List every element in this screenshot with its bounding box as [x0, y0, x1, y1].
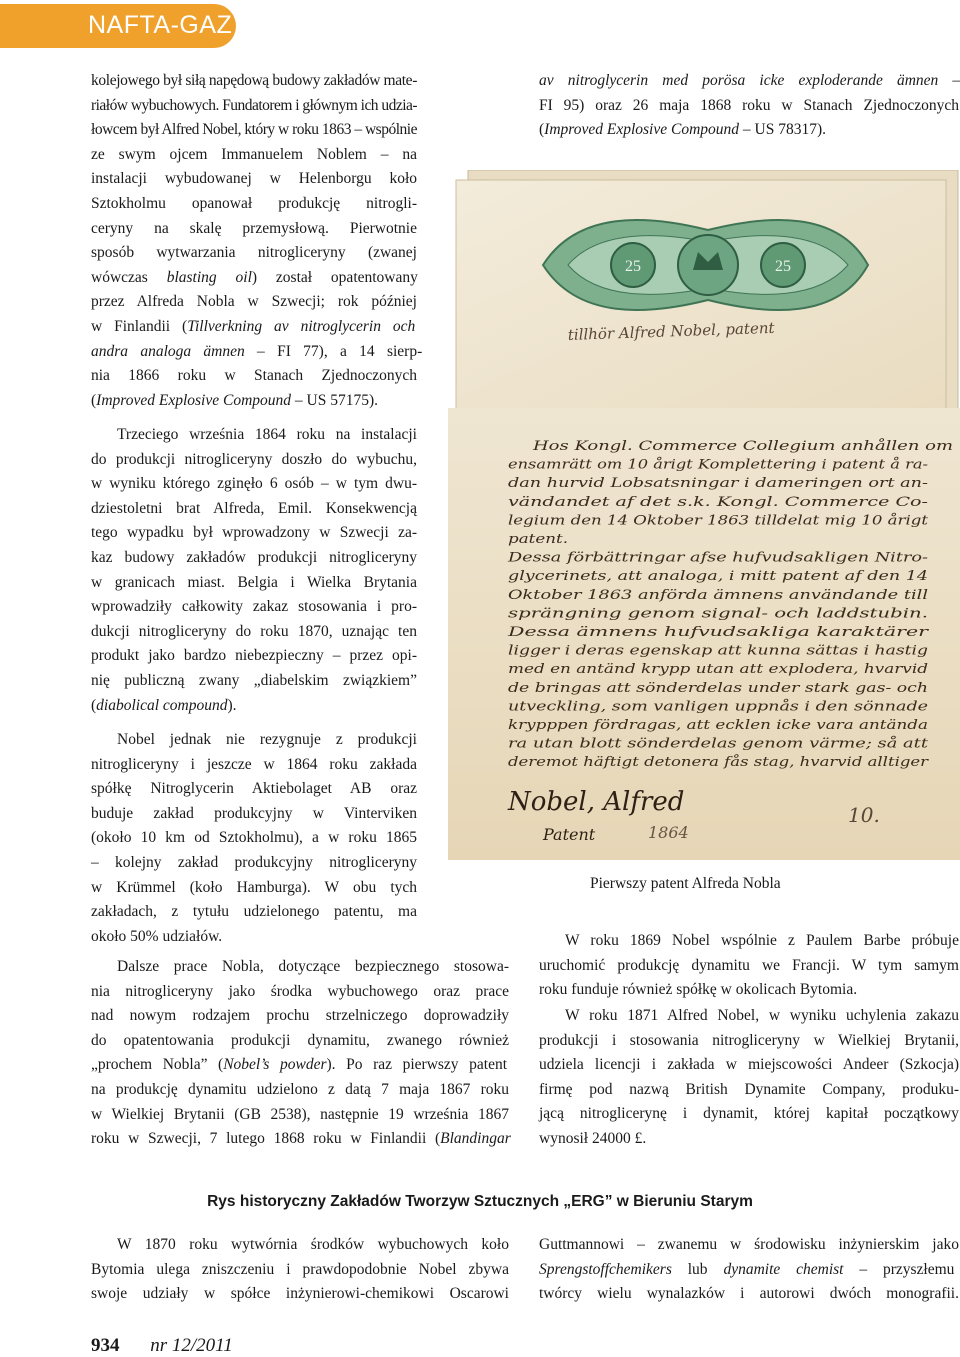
- dynamite-paragraph-line: nad nowym rodzajem prochu strzelniczego doprowadziły: [91, 1007, 509, 1025]
- patent-continuation-line: FI 95) oraz 26 maja 1868 roku w Stanach Zjednoczonych: [539, 96, 959, 114]
- british-dynamite-paragraph-line: produkcji i stosowania nitrogliceryny w Wielkiej Brytanii,: [539, 1031, 959, 1049]
- left-intro-line: wówczas blasting oil) został opatentowany: [91, 268, 418, 286]
- section-right-line: Sprengstoffchemikers lub dynamite chemist – przyszłemu: [539, 1260, 955, 1278]
- explosion-paragraph-line: kaz budowy zakładów produkcji nitrogliceryny: [91, 549, 417, 566]
- vinterviken-paragraph-line: (około 10 km od Sztokholmu), a w roku 1865: [91, 829, 417, 847]
- explosion-paragraph-line: nię publiczną zwany „diabelskim związkiem”: [91, 672, 417, 689]
- explosion-paragraph-line: dukcji nitrogliceryny do roku 1870, uznając ten: [91, 622, 417, 640]
- dynamite-paragraph-line: na produkcję dynamitu udzielono z datą 7 maja 1867 roku: [91, 1081, 509, 1098]
- section-right-line: Guttmannowi – zwanemu w środowisku inżynierskim jako: [539, 1236, 959, 1253]
- left-intro-line: ceryny na skalę przemysłową. Pierwotnie: [91, 219, 417, 237]
- page-number: 934: [91, 1335, 120, 1356]
- vinterviken-paragraph-line: spółkę Nitroglycerin Aktiebolaget AB oraz: [91, 780, 417, 798]
- explosion-paragraph-line: w granicach miast. Belgia i Wielka Brytania: [91, 573, 417, 591]
- vinterviken-paragraph-line: nitrogliceryny i jeszcze w 1864 roku zakłada: [91, 755, 417, 773]
- handwriting-line: Hos Kongl. Commerce Collegium anhållen om: [533, 439, 837, 454]
- page-footer: [91, 1335, 233, 1357]
- explosion-paragraph-line: wprowadziły całkowity zakaz stosowania i pro-: [91, 598, 417, 616]
- vinterviken-paragraph-line: Nobel jednak nie rezygnuje z produkcji: [117, 731, 417, 748]
- handwriting-line: dan hurvid Lobsatsningar i dameringen ort an-: [508, 476, 928, 492]
- issue-number: nr 12/2011: [150, 1335, 233, 1356]
- left-intro-line: riałów wybuchowych. Fundatorem i głównym ich udzia-: [91, 96, 417, 114]
- patent-document-illustration: [448, 170, 960, 860]
- explosion-paragraph-line: dziestoletni brat Alfreda, Emil. Konsekwencją: [91, 499, 417, 517]
- left-intro-line: andra analoga ämnen – FI 77), a 14 sierp-: [91, 342, 423, 360]
- explosion-paragraph-line: (diabolical compound).: [91, 696, 237, 714]
- stamp-value-left: 25: [625, 258, 641, 275]
- explosion-paragraph-line: w wyniku którego zginęło 6 osób – w tym dwu-: [91, 475, 417, 493]
- vinterviken-paragraph-line: – kolejny zakład produkcyjny nitrogliceryny: [91, 854, 417, 871]
- left-intro-line: nia 1866 roku w Stanach Zjednoczonych: [91, 367, 417, 385]
- british-dynamite-paragraph-line: jącą nitroglicerynę i dynamit, której kapitał początkowy: [539, 1105, 959, 1123]
- figure-caption: Pierwszy patent Alfreda Nobla: [590, 875, 781, 892]
- vinterviken-paragraph-line: zakładach, z tytułu udzielonego patentu, ma: [91, 903, 417, 921]
- handwriting-line: glycerinets, att analoga, i mitt patent af den 14: [508, 569, 928, 585]
- explosion-paragraph-line: do produkcji nitrogliceryny doszło do wybuchu,: [91, 450, 417, 468]
- document-year: 1864: [648, 823, 689, 842]
- handwriting-line: utveckling, som vanligen uppnås i den sönnade: [508, 699, 821, 715]
- handwriting-line: ensamrätt om 10 årigt Komplettering i patent å ra-: [508, 457, 845, 473]
- paul-barbe-paragraph-line: uruchomić produkcję dynamitu we Francji. W tym samym: [539, 956, 959, 974]
- handwriting-line: Dessa ämnens hufvudsakliga karaktärer: [506, 625, 930, 640]
- handwriting-line: vändandet af det s.k. Kongl. Commerce Co-: [508, 494, 928, 510]
- stamp-value-right: 25: [775, 258, 791, 275]
- paul-barbe-paragraph-line: W roku 1869 Nobel wspólnie z Paulem Barbe próbuje: [565, 932, 959, 949]
- dynamite-paragraph-line: „prochem Nobla” (Nobel’s powder). Po raz pierwszy patent: [91, 1056, 508, 1074]
- british-dynamite-paragraph-line: udziela licencji i zakłada w miejscowości Andeer (Szkocja): [539, 1056, 959, 1074]
- handwriting-line: ra utan blott sönderdelas genom värme; så att: [508, 736, 814, 752]
- handwriting-line: krypppen fördragas, att ecklen icke vara antända: [508, 718, 928, 733]
- handwriting-line: de bringas att sönderdelas under stark gas- och: [508, 680, 928, 696]
- explosion-paragraph-line: Trzeciego września 1864 roku na instalacji: [117, 426, 417, 443]
- section-left-line: swoje udziały w spółce inżynierowi-chemikowi Oscarowi: [91, 1285, 509, 1303]
- signature-subtitle: Patent: [543, 825, 596, 844]
- dynamite-paragraph-line: w Wielkiej Brytanii (GB 2538), następnie 19 września 1867: [91, 1105, 509, 1123]
- left-intro-line: kolejowego był siłą napędową budowy zakładów mate-: [91, 72, 417, 89]
- left-intro-line: sposób wytwarzania nitrogliceryny (zwanej: [91, 244, 417, 262]
- patent-continuation-line: av nitroglycerin med porösa icke exploderande ämnen –: [539, 72, 960, 89]
- british-dynamite-paragraph-line: wynosił 24000 £.: [539, 1130, 647, 1147]
- dynamite-paragraph-line: roku w Szwecji, 7 lutego 1868 roku w Finlandii (Blandingar: [91, 1130, 511, 1148]
- journal-brand-name: NAFTA-GAZ: [88, 11, 233, 39]
- british-dynamite-paragraph-line: firmę pod nazwą British Dynamite Company, produku-: [539, 1080, 959, 1098]
- handwriting-line: patent.: [508, 532, 568, 547]
- dynamite-paragraph-line: Dalsze prace Nobla, dotyczące bezpiecznego stosowa-: [117, 958, 509, 975]
- left-intro-line: instalacji wybudowanej w Helenborgu koło: [91, 170, 417, 188]
- vinterviken-paragraph-line: około 50% udziałów.: [91, 927, 223, 945]
- handwriting-line: ligger i deras egenskap att kunna sättas i hastig: [508, 643, 928, 659]
- patent-document-image: [448, 170, 960, 860]
- explosion-paragraph-line: produkt jako bardzo niebezpieczny – przez opi-: [91, 647, 417, 665]
- left-intro-line: przez Alfreda Nobla w Szwecji; rok później: [91, 293, 417, 311]
- document-page-number: 10.: [848, 803, 880, 827]
- left-intro-line: ze swym ojcem Immanuelem Noblem – na: [91, 145, 417, 163]
- left-intro-line: Sztokholmu opanował produkcję nitrogli-: [91, 195, 417, 212]
- section-title: Rys historyczny Zakładów Tworzyw Sztucznych „ERG” w Bieruniu Starym: [207, 1193, 753, 1210]
- handwriting-line: deremot häftigt detonera fås stag, hvarvid alltiger: [508, 755, 840, 771]
- handwriting-line: med en antänd krypp utan att explodera, hvarvid: [508, 662, 928, 678]
- vinterviken-paragraph-line: buduje zakład produkcyjny w Vinterviken: [91, 804, 417, 822]
- stamp-sheet-annotation: tillhör Alfred Nobel, patent: [567, 318, 775, 344]
- left-intro-line: w Finlandii (Tillverkning av nitroglycerin och: [91, 318, 416, 335]
- journal-brand-bar: [0, 4, 236, 48]
- british-dynamite-paragraph-line: W roku 1871 Alfred Nobel, w wyniku uchylenia zakazu: [565, 1007, 959, 1024]
- patent-continuation-line: (Improved Explosive Compound – US 78317).: [539, 121, 827, 139]
- section-left-line: W 1870 roku wytwórnia środków wybuchowych koło: [117, 1236, 509, 1253]
- left-intro-line: łowcem był Alfred Nobel, który w roku 1863 – wspólnie: [91, 121, 418, 139]
- section-left-line: Bytomia ulega zniszczeniu i prawdopodobnie Nobel zbywa: [91, 1260, 509, 1278]
- left-intro-line: (Improved Explosive Compound – US 57175).: [91, 391, 379, 409]
- dynamite-paragraph-line: nia nitrogliceryny jako środka wybuchowego oraz prace: [91, 982, 509, 1000]
- dynamite-paragraph-line: do opatentowania produkcji dynamitu, zwanego również: [91, 1031, 509, 1049]
- section-right-line: twórcy wielu wynalazków i autorowi dwóch monografii.: [539, 1285, 959, 1303]
- stamp-ornament: [543, 220, 868, 310]
- signature: Nobel, Alfred: [508, 787, 685, 817]
- paul-barbe-paragraph-line: roku funduje również spółkę w okolicach Bytomia.: [539, 981, 858, 999]
- handwriting-line: legium den 14 Oktober 1863 tilldelat mig 10 årigt: [508, 513, 838, 529]
- vinterviken-paragraph-line: w Krümmel (koło Hamburga). W obu tych: [91, 878, 417, 896]
- explosion-paragraph-line: tego wypadku był wprowadzony w Szwecji za-: [91, 524, 417, 542]
- handwriting-line: sprängning genom signal- och laddstubin.: [508, 606, 928, 622]
- handwriting-line: Oktober 1863 anförda ämnens användande till: [508, 587, 928, 603]
- handwriting-line: Dessa förbättringar afse hufvudsakligen Nitro-: [506, 550, 928, 566]
